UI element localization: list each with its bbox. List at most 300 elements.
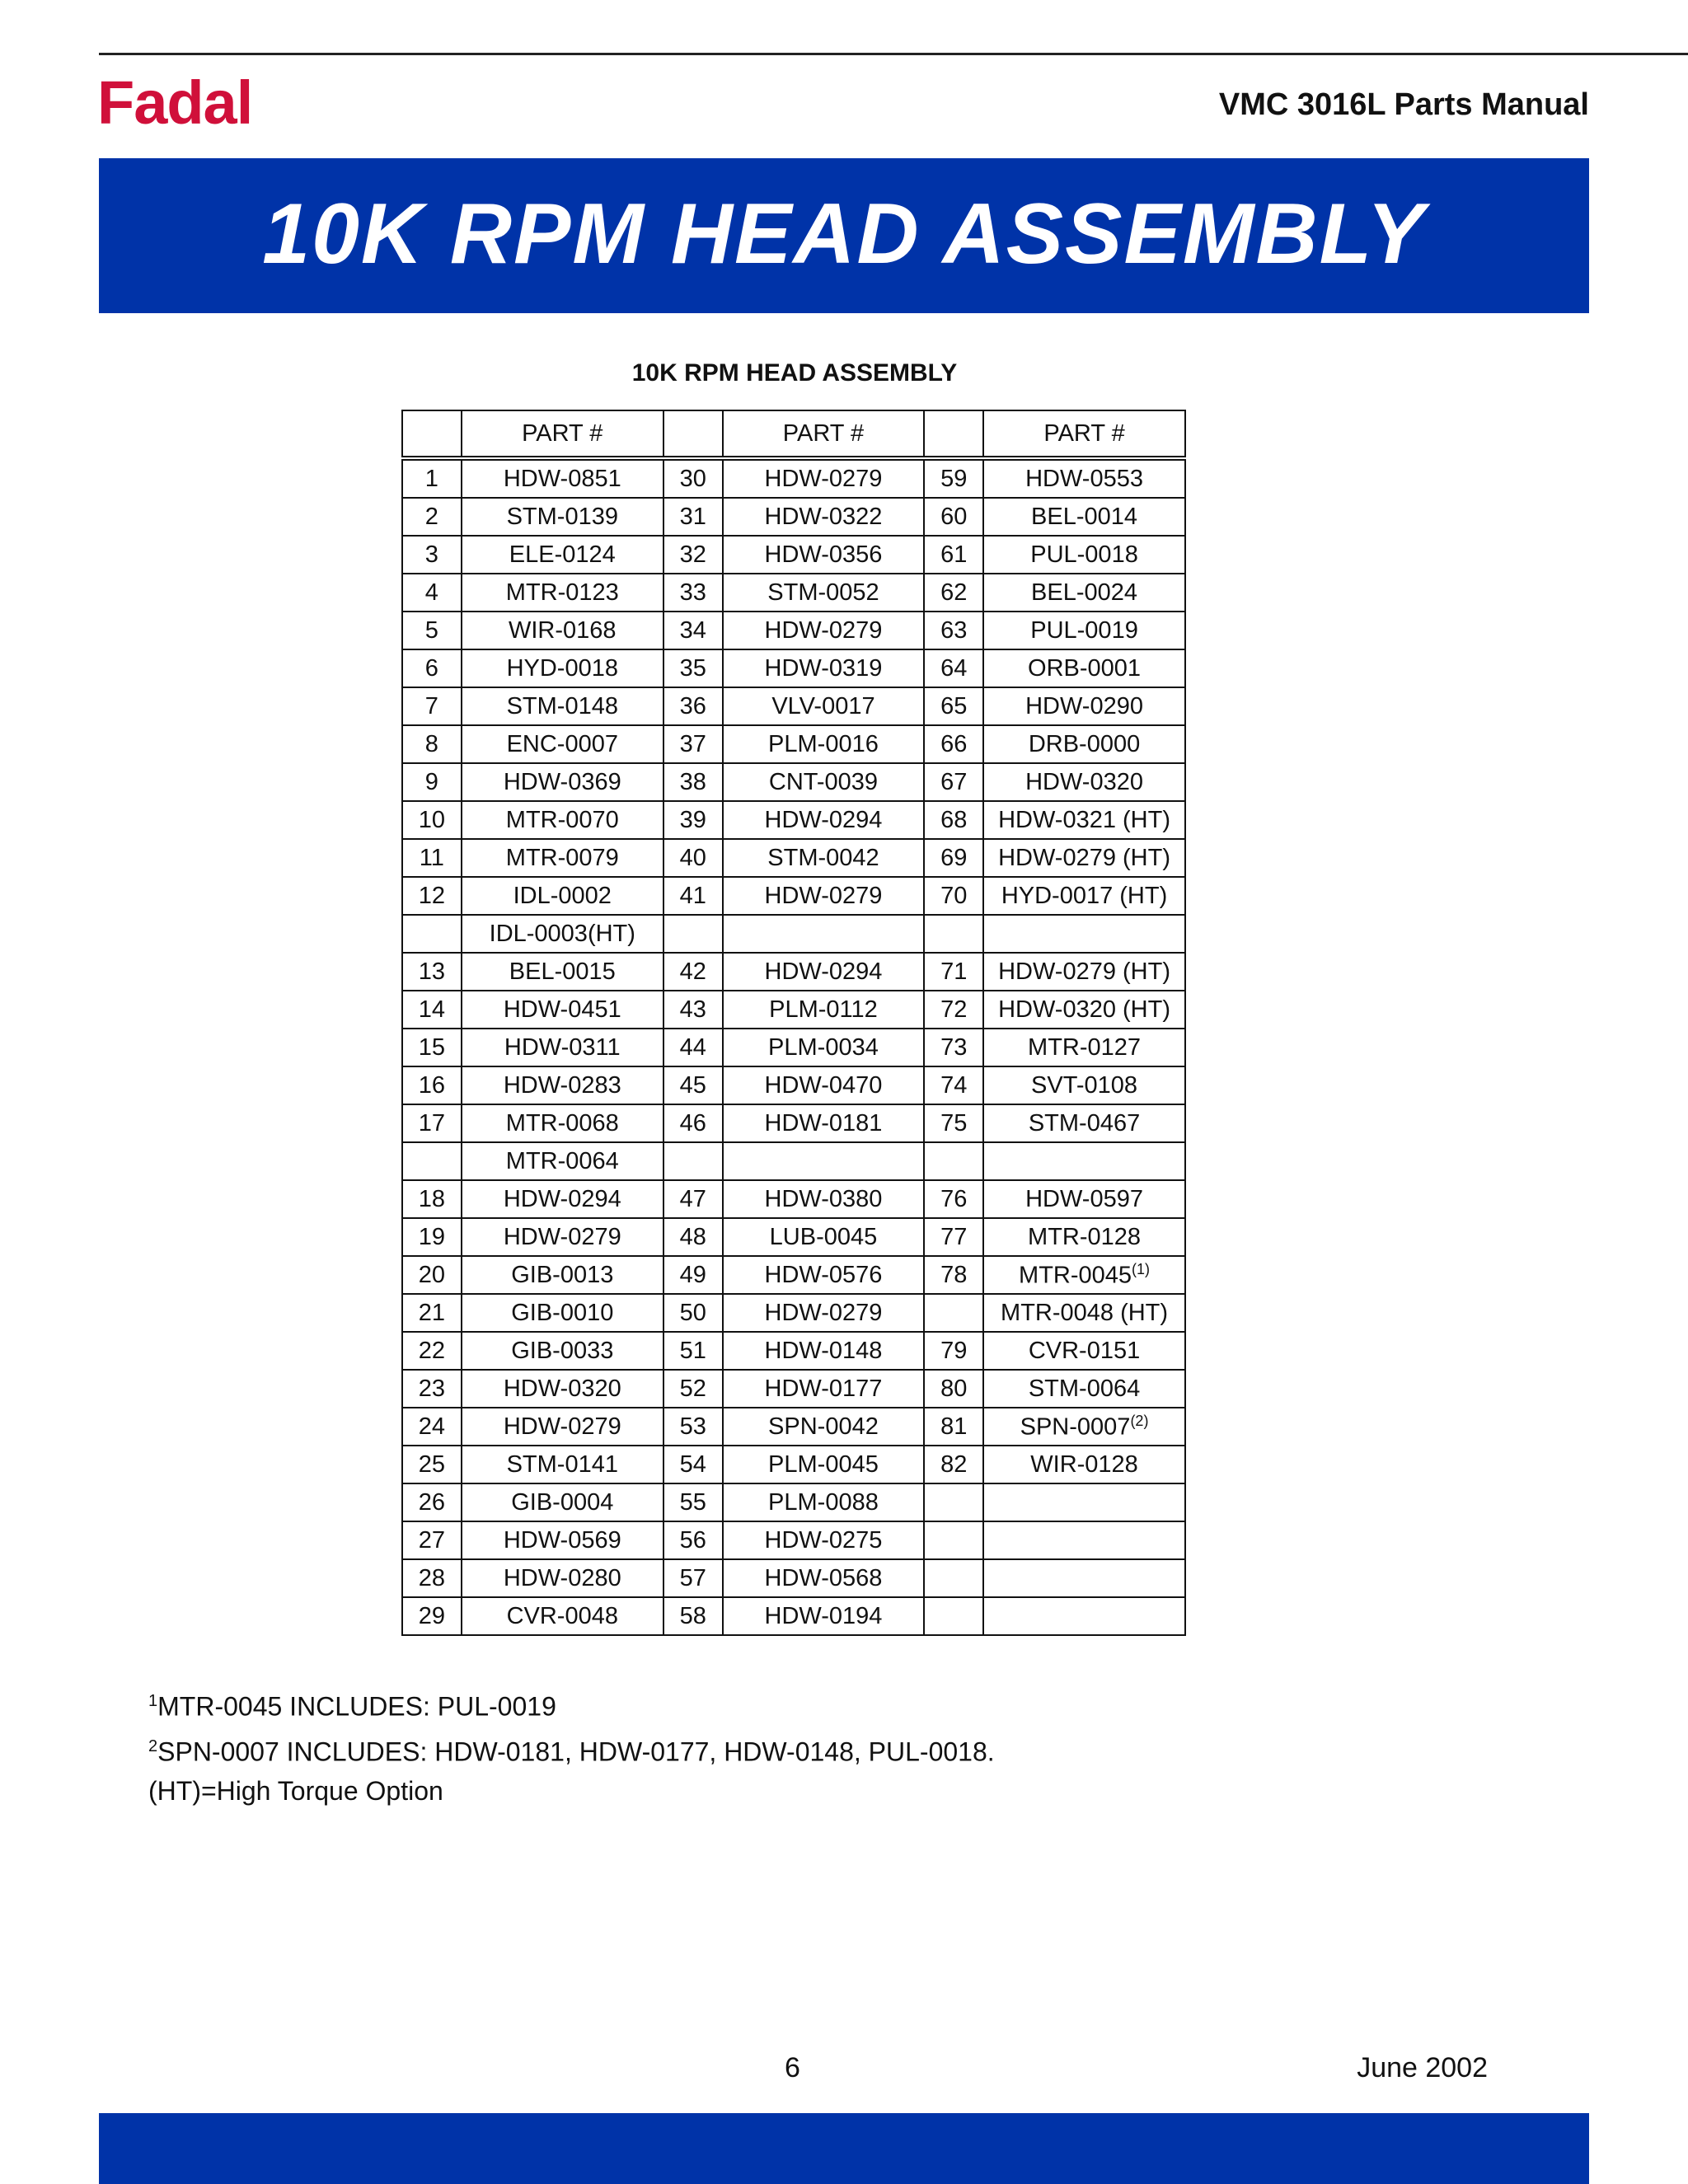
part-number-text: HDW-0177 <box>764 1375 883 1402</box>
part-number-text: BEL-0014 <box>1031 503 1138 530</box>
item-number-cell <box>402 915 462 953</box>
part-number-text: HDW-0369 <box>503 768 621 795</box>
part-number-text: HDW-0320 <box>1025 768 1143 795</box>
part-number-cell <box>723 1597 925 1635</box>
item-number-cell: 76 <box>924 1180 983 1218</box>
part-number-text: PUL-0019 <box>1030 616 1138 644</box>
part-number-text: SPN-0042 <box>768 1413 879 1440</box>
part-number-text: HDW-0380 <box>764 1185 883 1212</box>
part-number-text: HDW-0279 <box>764 616 883 644</box>
part-number-cell <box>723 801 925 839</box>
part-number-text: HDW-0470 <box>764 1071 883 1099</box>
footnotes <box>148 1681 995 1811</box>
item-number-cell <box>924 1521 983 1559</box>
part-number-text: PLM-0016 <box>768 730 879 757</box>
item-number-cell: 66 <box>924 725 983 763</box>
part-number-text: MTR-0123 <box>505 579 619 606</box>
part-number-text: STM-0467 <box>1028 1109 1141 1137</box>
item-number-cell: 55 <box>663 1483 723 1521</box>
part-number-text: IDL-0002 <box>513 882 612 909</box>
table-row <box>402 1104 1185 1142</box>
item-number-cell <box>924 1483 983 1521</box>
part-number-cell <box>983 1446 1185 1483</box>
table-row <box>402 1294 1185 1332</box>
item-number-cell: 41 <box>663 877 723 915</box>
part-number-text: LUB-0045 <box>769 1223 878 1250</box>
table-row <box>402 574 1185 612</box>
part-number-cell <box>723 1256 925 1294</box>
part-number-cell <box>462 725 663 763</box>
part-number-cell <box>983 801 1185 839</box>
part-number-cell <box>983 1370 1185 1408</box>
part-number-text: HDW-0294 <box>764 958 883 985</box>
part-number-text: CNT-0039 <box>768 768 879 795</box>
item-number-cell: 34 <box>663 612 723 649</box>
part-number-cell <box>983 687 1185 725</box>
part-number-cell <box>983 915 1185 953</box>
table-row <box>402 763 1185 801</box>
part-number-text: HDW-0275 <box>764 1526 883 1554</box>
part-number-text: HDW-0294 <box>503 1185 621 1212</box>
table-row <box>402 1180 1185 1218</box>
item-number-cell: 44 <box>663 1029 723 1066</box>
part-number-text: HDW-0279 <box>764 1299 883 1326</box>
table-row <box>402 1029 1185 1066</box>
item-number-cell: 70 <box>924 877 983 915</box>
part-number-cell <box>723 763 925 801</box>
table-row <box>402 498 1185 536</box>
part-number-cell <box>983 1104 1185 1142</box>
table-row <box>402 1256 1185 1294</box>
table-row <box>402 1332 1185 1370</box>
item-number-cell: 65 <box>924 687 983 725</box>
item-number-cell: 30 <box>663 458 723 498</box>
item-number-cell: 2 <box>402 498 462 536</box>
part-number-text: HDW-0279 (HT) <box>998 958 1170 985</box>
item-number-cell: 48 <box>663 1218 723 1256</box>
part-number-text: STM-0064 <box>1028 1375 1141 1402</box>
table-caption: 10K RPM HEAD ASSEMBLY <box>631 359 958 387</box>
part-number-cell <box>723 1104 925 1142</box>
part-number-cell <box>462 458 663 498</box>
part-number-text: BEL-0024 <box>1031 579 1138 606</box>
part-number-text: HDW-0851 <box>503 465 621 492</box>
footnote-marker: 1 <box>148 1692 158 1710</box>
item-number-cell <box>924 1597 983 1635</box>
table-row <box>402 536 1185 574</box>
item-number-cell: 29 <box>402 1597 462 1635</box>
item-number-cell <box>924 1294 983 1332</box>
fadal-logo: Fadal <box>97 68 253 137</box>
table-row <box>402 1408 1185 1446</box>
item-number-cell: 22 <box>402 1332 462 1370</box>
page-number: 6 <box>785 2052 800 2083</box>
column-header <box>663 410 723 458</box>
item-number-cell <box>924 915 983 953</box>
part-number-text: HDW-0181 <box>764 1109 883 1137</box>
part-number-text: HDW-0279 <box>503 1413 621 1440</box>
top-rule <box>99 53 1688 55</box>
part-number-text: MTR-0048 (HT) <box>1001 1299 1169 1326</box>
part-number-cell <box>723 877 925 915</box>
part-number-cell <box>983 953 1185 991</box>
item-number-cell: 50 <box>663 1294 723 1332</box>
part-number-text: HDW-0290 <box>1025 692 1143 719</box>
table-row <box>402 1597 1185 1635</box>
part-number-text: HDW-0194 <box>764 1602 883 1629</box>
part-number-text: GIB-0004 <box>511 1488 614 1516</box>
item-number-cell: 69 <box>924 839 983 877</box>
table-row <box>402 1218 1185 1256</box>
part-number-text: HDW-0553 <box>1025 465 1143 492</box>
legend-note <box>148 1771 995 1811</box>
part-number-text: HDW-0294 <box>764 806 883 833</box>
part-number-cell <box>462 877 663 915</box>
item-number-cell: 40 <box>663 839 723 877</box>
part-number-cell <box>462 498 663 536</box>
part-number-text: HDW-0311 <box>504 1033 621 1061</box>
table-row <box>402 877 1185 915</box>
part-number-cell <box>983 1180 1185 1218</box>
item-number-cell: 24 <box>402 1408 462 1446</box>
item-number-cell: 5 <box>402 612 462 649</box>
item-number-cell: 49 <box>663 1256 723 1294</box>
item-number-cell: 47 <box>663 1180 723 1218</box>
item-number-cell: 21 <box>402 1294 462 1332</box>
table-row <box>402 1446 1185 1483</box>
part-number-cell <box>723 687 925 725</box>
item-number-cell: 79 <box>924 1332 983 1370</box>
table-row <box>402 953 1185 991</box>
item-number-cell: 72 <box>924 991 983 1029</box>
item-number-cell: 26 <box>402 1483 462 1521</box>
part-number-cell <box>983 498 1185 536</box>
column-header <box>924 410 983 458</box>
item-number-cell: 78 <box>924 1256 983 1294</box>
item-number-cell <box>663 915 723 953</box>
part-number-cell <box>462 649 663 687</box>
item-number-cell: 38 <box>663 763 723 801</box>
part-number-cell <box>462 1104 663 1142</box>
table-row <box>402 991 1185 1029</box>
part-number-text: HDW-0283 <box>503 1071 621 1099</box>
footnote-marker: 2 <box>148 1736 158 1755</box>
part-number-cell <box>723 1294 925 1332</box>
part-number-cell <box>723 574 925 612</box>
part-number-text: BEL-0015 <box>509 958 616 985</box>
part-number-cell <box>462 1597 663 1635</box>
part-number-text: CVR-0048 <box>506 1602 618 1629</box>
part-number-cell <box>723 1180 925 1218</box>
part-number-cell <box>983 649 1185 687</box>
footnote-text: MTR-0045 INCLUDES: PUL-0019 <box>157 1691 556 1722</box>
footnote <box>148 1727 995 1772</box>
part-number-text: HDW-0280 <box>503 1564 621 1591</box>
item-number-cell: 23 <box>402 1370 462 1408</box>
part-number-text: CVR-0151 <box>1028 1337 1141 1364</box>
part-number-cell <box>462 763 663 801</box>
part-number-cell <box>462 801 663 839</box>
part-number-cell <box>983 1256 1185 1294</box>
item-number-cell: 3 <box>402 536 462 574</box>
part-number-text: PLM-0045 <box>768 1451 879 1478</box>
part-number-text: HDW-0279 <box>764 882 883 909</box>
part-number-text: VLV-0017 <box>771 692 875 719</box>
part-number-cell <box>462 1256 663 1294</box>
part-number-cell <box>462 1483 663 1521</box>
part-number-cell <box>723 991 925 1029</box>
part-number-cell <box>462 1142 663 1180</box>
table-row <box>402 687 1185 725</box>
table-header-row <box>402 410 1185 458</box>
part-number-cell <box>723 1029 925 1066</box>
footnote-reference: (1) <box>1132 1260 1151 1277</box>
page-title: 10K RPM HEAD ASSEMBLY <box>262 186 1426 282</box>
part-number-cell <box>723 1521 925 1559</box>
item-number-cell: 36 <box>663 687 723 725</box>
part-number-text: PLM-0112 <box>769 996 878 1023</box>
part-number-cell <box>723 915 925 953</box>
item-number-cell: 57 <box>663 1559 723 1597</box>
table-row <box>402 839 1185 877</box>
item-number-cell: 81 <box>924 1408 983 1446</box>
part-number-text: HDW-0319 <box>764 654 883 682</box>
part-number-text: GIB-0010 <box>511 1299 614 1326</box>
part-number-text: DRB-0000 <box>1028 730 1141 757</box>
part-number-cell <box>723 458 925 498</box>
item-number-cell: 1 <box>402 458 462 498</box>
part-number-text: STM-0141 <box>506 1451 618 1478</box>
item-number-cell: 68 <box>924 801 983 839</box>
item-number-cell: 6 <box>402 649 462 687</box>
table-row <box>402 725 1185 763</box>
part-number-cell <box>462 915 663 953</box>
table-row <box>402 1559 1185 1597</box>
part-number-text: SVT-0108 <box>1031 1071 1138 1099</box>
part-number-cell <box>983 1066 1185 1104</box>
item-number-cell: 4 <box>402 574 462 612</box>
part-number-cell <box>723 839 925 877</box>
part-number-cell <box>462 536 663 574</box>
part-number-text: PUL-0018 <box>1030 541 1138 568</box>
item-number-cell: 60 <box>924 498 983 536</box>
part-number-cell <box>983 1332 1185 1370</box>
part-number-text: MTR-0064 <box>505 1147 619 1174</box>
item-number-cell: 58 <box>663 1597 723 1635</box>
item-number-cell <box>924 1142 983 1180</box>
publication-date: June 2002 <box>1357 2052 1488 2083</box>
item-number-cell: 16 <box>402 1066 462 1104</box>
part-number-cell <box>983 458 1185 498</box>
item-number-cell: 8 <box>402 725 462 763</box>
part-number-text: HDW-0597 <box>1025 1185 1143 1212</box>
part-number-cell <box>462 1218 663 1256</box>
item-number-cell: 73 <box>924 1029 983 1066</box>
part-number-text: STM-0148 <box>506 692 618 719</box>
part-number-text: MTR-0079 <box>505 844 619 871</box>
part-number-text: HDW-0576 <box>764 1261 883 1288</box>
table-row <box>402 1521 1185 1559</box>
part-number-cell <box>983 1597 1185 1635</box>
part-number-text: MTR-0128 <box>1028 1223 1142 1250</box>
part-number-text: MTR-0070 <box>505 806 619 833</box>
part-number-text: MTR-0045 <box>1019 1262 1132 1289</box>
item-number-cell: 67 <box>924 763 983 801</box>
item-number-cell: 53 <box>663 1408 723 1446</box>
item-number-cell: 37 <box>663 725 723 763</box>
part-number-cell <box>723 1446 925 1483</box>
part-number-cell <box>462 687 663 725</box>
part-number-text: HDW-0320 <box>503 1375 621 1402</box>
item-number-cell: 52 <box>663 1370 723 1408</box>
manual-title: VMC 3016L Parts Manual <box>1218 87 1589 122</box>
part-number-cell <box>462 1332 663 1370</box>
item-number-cell: 19 <box>402 1218 462 1256</box>
item-number-cell: 17 <box>402 1104 462 1142</box>
item-number-cell: 27 <box>402 1521 462 1559</box>
item-number-cell: 13 <box>402 953 462 991</box>
title-banner <box>99 158 1589 313</box>
part-number-cell <box>723 498 925 536</box>
part-number-cell <box>983 991 1185 1029</box>
item-number-cell: 43 <box>663 991 723 1029</box>
part-number-text: SPN-0007 <box>1020 1413 1131 1441</box>
footnote-text: (HT)=High Torque Option <box>148 1776 443 1807</box>
item-number-cell: 39 <box>663 801 723 839</box>
part-number-cell <box>723 1408 925 1446</box>
item-number-cell: 46 <box>663 1104 723 1142</box>
part-number-cell <box>983 1294 1185 1332</box>
item-number-cell: 10 <box>402 801 462 839</box>
item-number-cell: 59 <box>924 458 983 498</box>
item-number-cell: 56 <box>663 1521 723 1559</box>
part-number-cell <box>723 1218 925 1256</box>
table-row <box>402 612 1185 649</box>
part-number-cell <box>723 725 925 763</box>
item-number-cell: 35 <box>663 649 723 687</box>
part-number-cell <box>723 649 925 687</box>
part-number-cell <box>462 1066 663 1104</box>
footnote-text: SPN-0007 INCLUDES: HDW-0181, HDW-0177, HDW-0148, PUL-0018. <box>157 1736 995 1767</box>
part-number-cell <box>462 574 663 612</box>
part-number-text: HYD-0017 (HT) <box>1001 882 1168 909</box>
item-number-cell: 14 <box>402 991 462 1029</box>
part-number-cell <box>462 953 663 991</box>
part-number-cell <box>462 1370 663 1408</box>
column-header: PART # <box>983 410 1185 458</box>
footer-bar <box>99 2113 1589 2184</box>
item-number-cell: 82 <box>924 1446 983 1483</box>
item-number-cell: 64 <box>924 649 983 687</box>
item-number-cell: 54 <box>663 1446 723 1483</box>
item-number-cell <box>663 1142 723 1180</box>
item-number-cell: 7 <box>402 687 462 725</box>
part-number-text: WIR-0168 <box>509 616 617 644</box>
parts-table <box>401 410 1186 1636</box>
part-number-cell <box>983 1521 1185 1559</box>
item-number-cell: 80 <box>924 1370 983 1408</box>
part-number-text: HDW-0279 <box>503 1223 621 1250</box>
part-number-cell <box>462 1029 663 1066</box>
column-header: PART # <box>462 410 663 458</box>
table-row <box>402 1142 1185 1180</box>
part-number-text: HDW-0321 (HT) <box>998 806 1170 833</box>
item-number-cell: 51 <box>663 1332 723 1370</box>
column-header <box>402 410 462 458</box>
part-number-text: HDW-0451 <box>503 996 621 1023</box>
item-number-cell: 75 <box>924 1104 983 1142</box>
part-number-cell <box>983 1218 1185 1256</box>
item-number-cell: 32 <box>663 536 723 574</box>
part-number-cell <box>723 953 925 991</box>
parts-table-body <box>402 458 1185 1635</box>
item-number-cell <box>924 1559 983 1597</box>
part-number-cell <box>723 612 925 649</box>
part-number-cell <box>983 763 1185 801</box>
item-number-cell: 74 <box>924 1066 983 1104</box>
item-number-cell: 12 <box>402 877 462 915</box>
part-number-text: HDW-0356 <box>764 541 883 568</box>
part-number-text: HDW-0322 <box>764 503 883 530</box>
part-number-cell <box>983 1029 1185 1066</box>
part-number-cell <box>462 839 663 877</box>
part-number-text: ORB-0001 <box>1028 654 1142 682</box>
part-number-text: HDW-0148 <box>764 1337 883 1364</box>
part-number-cell <box>983 839 1185 877</box>
part-number-text: HDW-0569 <box>503 1526 621 1554</box>
part-number-text: GIB-0013 <box>511 1261 614 1288</box>
part-number-text: STM-0052 <box>767 579 879 606</box>
part-number-cell <box>983 877 1185 915</box>
part-number-text: PLM-0034 <box>768 1033 879 1061</box>
item-number-cell: 28 <box>402 1559 462 1597</box>
part-number-text: ENC-0007 <box>506 730 618 757</box>
item-number-cell: 77 <box>924 1218 983 1256</box>
part-number-cell <box>983 1559 1185 1597</box>
part-number-cell <box>462 1294 663 1332</box>
part-number-cell <box>723 1483 925 1521</box>
part-number-text: HDW-0320 (HT) <box>998 996 1170 1023</box>
part-number-text: HYD-0018 <box>506 654 618 682</box>
item-number-cell: 63 <box>924 612 983 649</box>
part-number-text: STM-0139 <box>506 503 618 530</box>
table-row <box>402 458 1185 498</box>
part-number-cell <box>723 1370 925 1408</box>
item-number-cell: 71 <box>924 953 983 991</box>
part-number-text: PLM-0088 <box>768 1488 879 1516</box>
item-number-cell: 15 <box>402 1029 462 1066</box>
part-number-cell <box>723 1332 925 1370</box>
part-number-cell <box>462 612 663 649</box>
part-number-cell <box>723 1142 925 1180</box>
item-number-cell: 11 <box>402 839 462 877</box>
item-number-cell: 33 <box>663 574 723 612</box>
part-number-text: IDL-0003(HT) <box>489 920 635 947</box>
table-row <box>402 915 1185 953</box>
part-number-cell <box>983 574 1185 612</box>
part-number-text: WIR-0128 <box>1030 1451 1138 1478</box>
part-number-cell <box>723 1066 925 1104</box>
item-number-cell: 25 <box>402 1446 462 1483</box>
part-number-cell <box>983 725 1185 763</box>
part-number-cell <box>983 1408 1185 1446</box>
part-number-cell <box>462 1446 663 1483</box>
part-number-cell <box>462 1180 663 1218</box>
part-number-cell <box>983 612 1185 649</box>
part-number-cell <box>462 1521 663 1559</box>
part-number-text: STM-0042 <box>767 844 879 871</box>
item-number-cell: 45 <box>663 1066 723 1104</box>
